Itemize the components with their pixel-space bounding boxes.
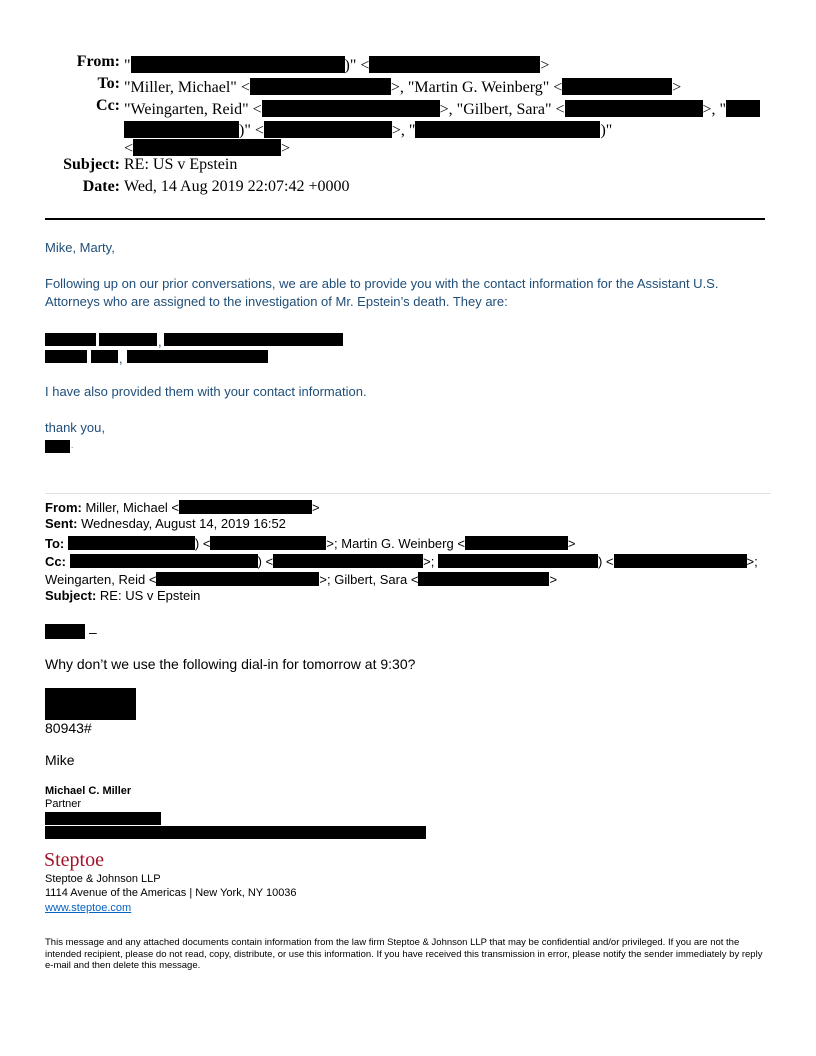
redaction [99,333,157,346]
redaction [156,572,319,586]
redaction [210,536,326,550]
redaction [273,554,423,568]
redaction [726,100,760,117]
redaction [465,536,568,550]
signature-firm: Steptoe & Johnson LLP [45,873,161,885]
redaction [45,440,70,453]
message-question: Why don’t we use the following dial-in for tomorrow at 9:30? [45,656,416,672]
fwd-cc-label: Cc: [45,554,66,569]
redaction [45,812,161,825]
website-link[interactable]: www.steptoe.com [45,902,132,914]
cc-name-2: >, "Gilbert, Sara" < [439,101,565,118]
cc-label: Cc: [96,97,120,114]
fwd-to-name: Martin G. Weinberg < [341,536,465,551]
date-value: Wed, 14 Aug 2019 22:07:42 +0000 [124,178,350,195]
message-signoff: Mike [45,752,75,768]
fwd-to-row: To: ) < >; Martin G. Weinberg < > [45,536,576,551]
fwd-sent-label: Sent: [45,516,78,531]
redaction [262,100,440,117]
reply-paragraph-2: I have also provided them with your contact information. [45,384,367,399]
fwd-from-row: From: Miller, Michael < > [45,500,320,515]
reply-greeting: Mike, Marty, [45,240,115,255]
redaction [179,500,312,514]
fwd-subject-row [45,588,200,603]
redaction [91,350,118,363]
redaction [45,826,426,839]
from-value: " )" < > [124,57,550,74]
legal-disclaimer: This message and any attached documents contain information from the law firm Steptoe & Johnson LLP that may be confidential and/or privileged. If you are not the intended recipient, please do not read, copy, distribute, or use this information. If you have received this transmission in error, please notify the sender immediately by reply e-mail and then delete this message. [45,937,763,971]
signature-name: Michael C. Miller [45,785,132,797]
redaction [70,554,258,568]
redaction [250,78,391,95]
fwd-cc-row-2: Weingarten, Reid < >; Gilbert, Sara < > [45,572,558,587]
subject-value: RE: US v Epstein [124,156,238,173]
to-label: To: [97,75,120,92]
subject-label: Subject: [63,156,120,173]
redaction [418,572,549,586]
redaction [438,554,598,568]
fwd-subject-label: Subject: [45,588,97,603]
reply-paragraph-line-2: Attorneys who are assigned to the investigation of Mr. Epstein’s death. They are: [45,294,508,309]
from-label: From: [76,53,120,70]
salutation-dash: – [89,624,97,640]
redaction [614,554,747,568]
to-value: "Miller, Michael" < >, "Martin G. Weinberg" < > [124,79,682,96]
redaction [45,333,96,346]
fwd-sent-value: Wednesday, August 14, 2019 16:52 [81,516,286,531]
header-divider [45,218,765,220]
signature-address: 1114 Avenue of the Americas | New York, NY 10036 [45,887,297,899]
message-separator [45,493,771,494]
reply-closing: thank you, [45,420,105,435]
to-name-1: "Miller, Michael" < [124,79,250,96]
fwd-from-value: Miller, Michael < [85,500,180,515]
redaction [45,624,85,639]
fwd-to-label: To: [45,536,65,551]
fwd-subject-value: RE: US v Epstein [99,588,201,603]
signature-title: Partner [45,798,82,810]
fwd-sent-row [45,516,286,531]
redaction [562,78,672,95]
steptoe-logo: Steptoe [44,849,104,871]
redaction [127,350,268,363]
redaction [68,536,195,550]
fwd-cc-row: Cc: ) < >; ) < >; [45,554,758,569]
redaction [45,350,87,363]
cc-name-1: "Weingarten, Reid" < [124,101,262,118]
date-label: Date: [82,178,120,195]
redaction [415,121,600,138]
redaction [565,100,703,117]
redaction [133,139,281,156]
redaction [45,688,136,720]
dial-in-code: 80943# [45,720,92,736]
to-name-2: >, "Martin G. Weinberg" < [390,79,563,96]
fwd-cc-name-1: Weingarten, Reid < [45,572,157,587]
redaction [369,56,540,73]
redaction [164,333,343,346]
fwd-from-label: From: [45,500,82,515]
fwd-cc-name-2: Gilbert, Sara < [334,572,419,587]
redaction [131,56,345,73]
reply-paragraph-line-1: Following up on our prior conversations, we are able to provide you with the contact information for the Assistant U.S. [45,276,719,291]
cc-value: "Weingarten, Reid" < >, "Gilbert, Sara" < >, " [124,97,760,119]
